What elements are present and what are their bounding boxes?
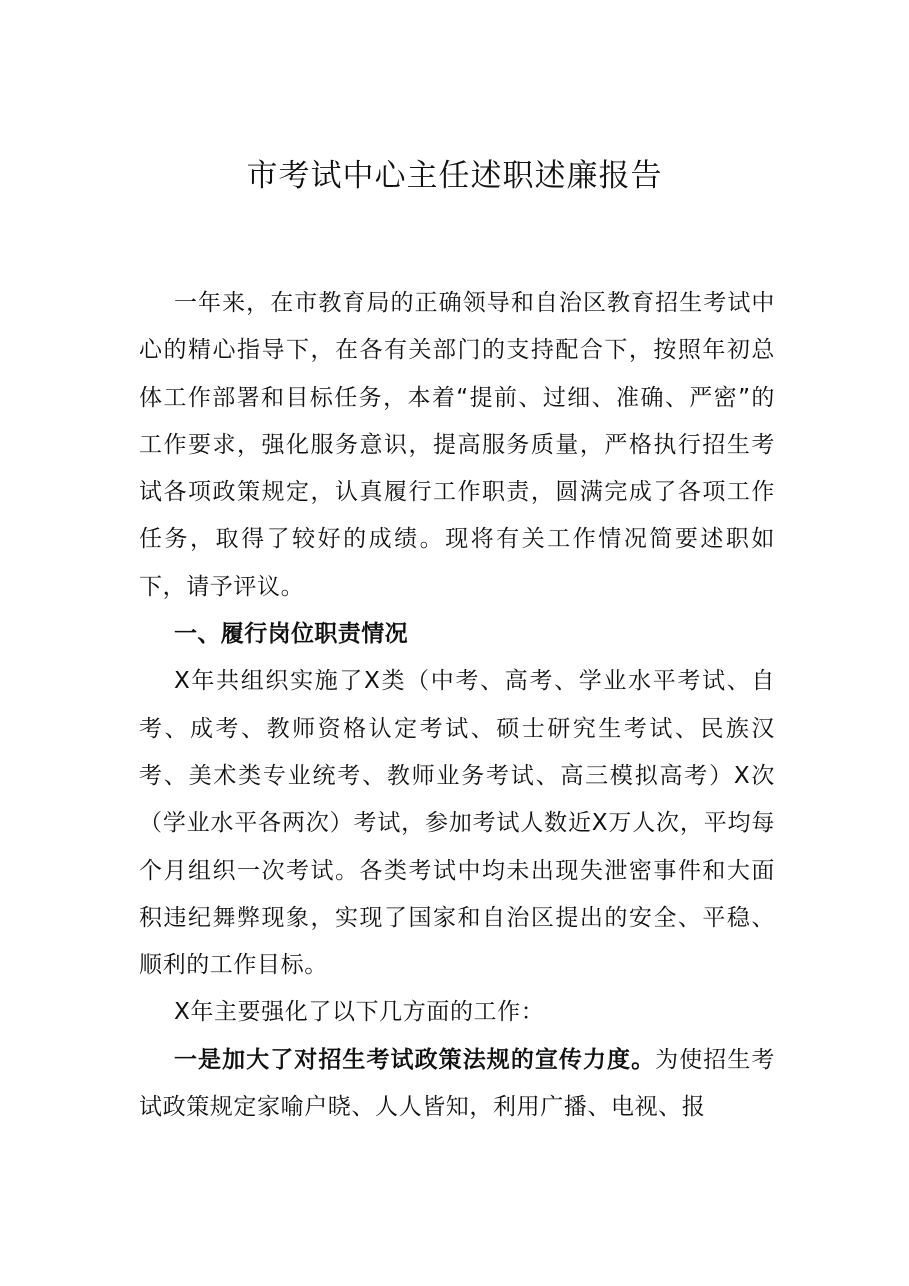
section-heading — [139, 611, 775, 658]
paragraph-text: X年共组织实施了X类（中考、高考、学业水平考试、自考、成考、教师资格认定考试、硕士研究生考试、民族汉考、美术类专业统考、教师业务考试、高三模拟高考）X次（学业水平各两次）考试，参加考试人数近X万人次，平均每个月组织一次考试。各类考试中均未出现失泄密事件和大面积违纪舞弊现象，实现了国家和自治区提出的安全、平稳、顺利的工作目标。 — [139, 668, 775, 979]
paragraph-intro — [139, 280, 775, 611]
paragraph-exams — [139, 658, 775, 989]
paragraph-text: 为使招生考试政策规定家喻户晓、人人皆知，利用广播、电视、报 — [139, 1046, 776, 1121]
paragraph-point-one — [139, 1037, 775, 1132]
paragraph-lead: 一是加大了对招生考试政策法规的宣传力度。 — [174, 1046, 656, 1073]
paragraph-text: X年主要强化了以下几方面的工作： — [174, 999, 545, 1026]
section-heading-text: 一、履行岗位职责情况 — [174, 621, 408, 648]
document-body — [139, 280, 775, 1131]
paragraph-summary — [139, 989, 775, 1036]
document-title: 市考试中心主任述职述廉报告 — [246, 158, 663, 194]
paragraph-text: 一年来，在市教育局的正确领导和自治区教育招生考试中心的精心指导下，在各有关部门的支持配合下，按照年初总体工作部署和目标任务，本着“提前、过细、准确、严密”的工作要求，强化服务意识，提高服务质量，严格执行招生考试各项政策规定，认真履行工作职责，圆满完成了各项工作任务，取得了较好的成绩。现将有关工作情况简要述职如下，请予评议。 — [139, 290, 775, 600]
